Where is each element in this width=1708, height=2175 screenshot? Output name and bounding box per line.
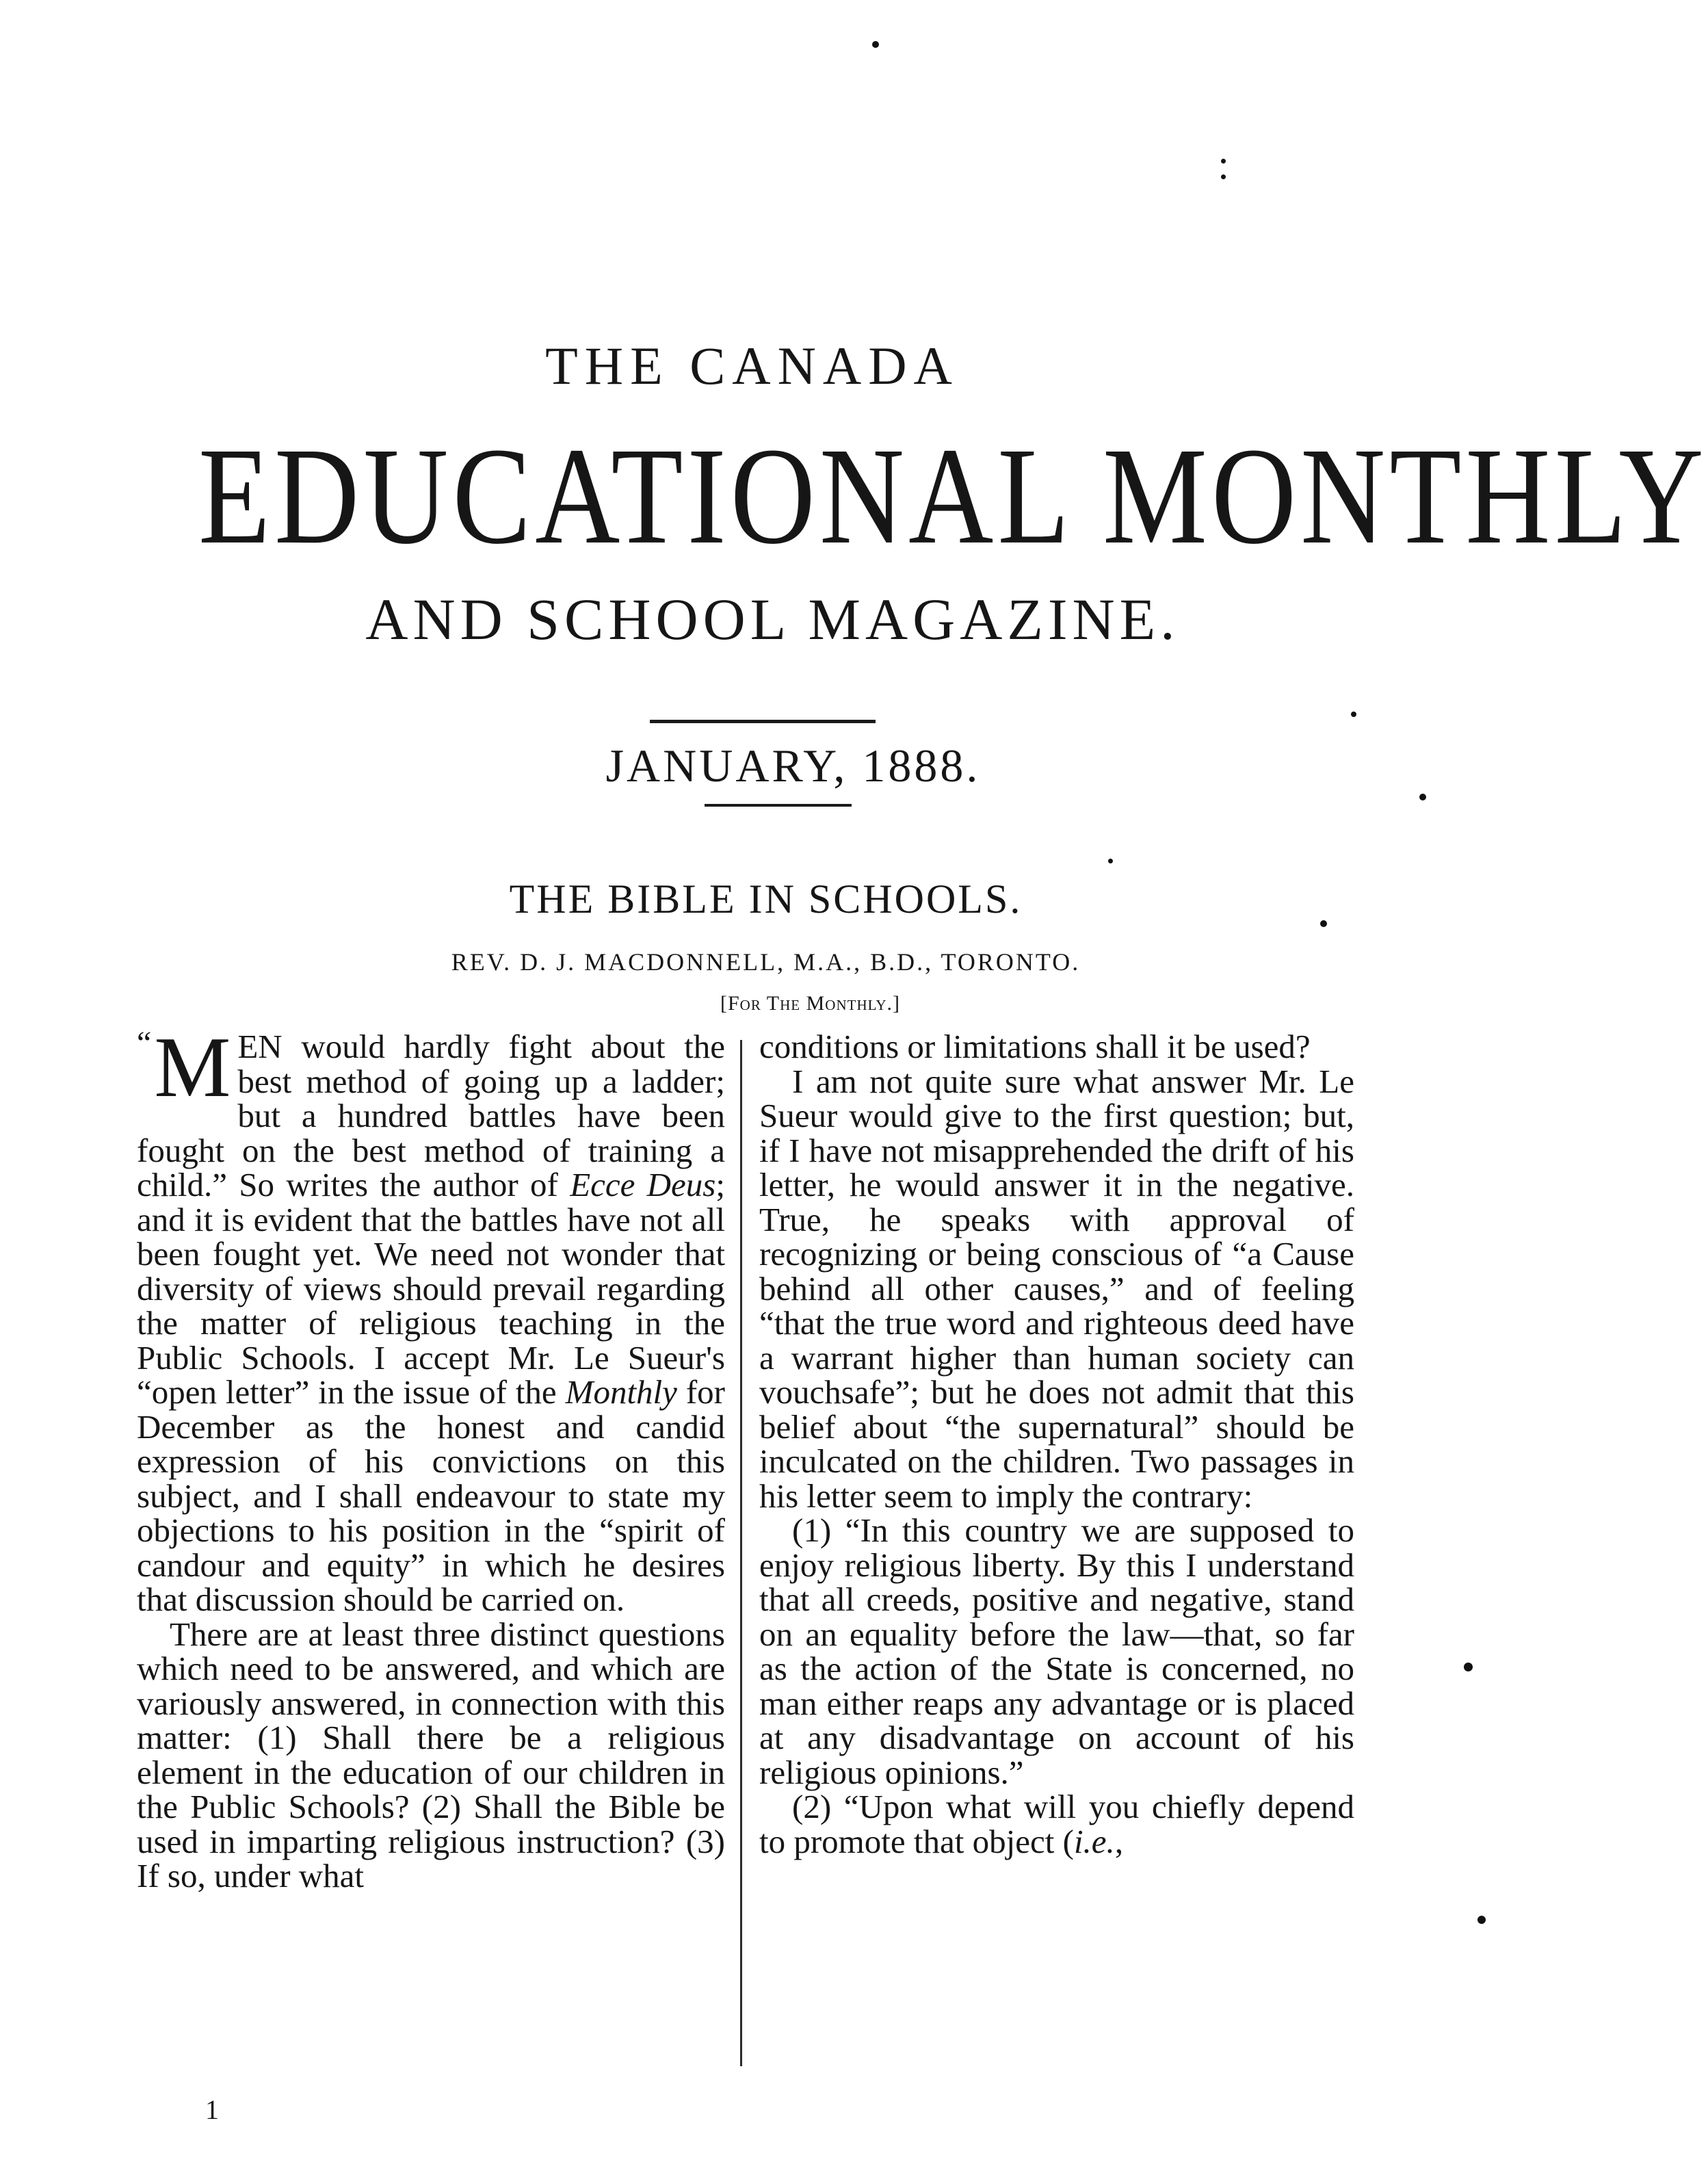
masthead-the-canada: THE CANADA <box>545 336 959 395</box>
opening-quote-mark: “ <box>137 1025 152 1061</box>
masthead-divider <box>650 720 876 723</box>
paragraph-1-text-a: EN would hardly fight about the best method of going up a ladder; but a hundred battles have been fought on the best method of training a child.” So writes the author of <box>137 1028 725 1203</box>
paragraph-3: I am not quite sure what answer Mr. Le Sueur would give to the first question; but, if I have not misapprehended the drift of his letter, he would answer it in the negative. True, he speaks with approval of recognizing or being conscious of “a Cause behind all other causes,” and of feeling “that the true word and righteous deed have a warrant higher than human society can vouchsafe”; but he does not admit that this belief about “the supernatural” should be inculcated on the children. Two passages in his letter seem to imply the contrary: <box>759 1062 1354 1515</box>
column-divider <box>740 1040 742 2066</box>
paragraph-1-text-b: ; and it is evident that the battles have not all been fought yet. We need not wonder that diversity of views should prevail regarding the matter of religious teaching in the Public Schools. I accept Mr. Le Sueur's “open letter” in the issue of the <box>137 1166 725 1411</box>
masthead-title: EDUCATIONAL MONTHLY <box>198 419 1708 573</box>
paragraph-5-text-b: , <box>1114 1822 1124 1860</box>
right-column <box>759 1030 1354 1859</box>
paragraph-2: There are at least three distinct questions which need to be answered, and which are variously answered, in connection with this matter: (1) Shall there be a religious element in the education of our children in the Public Schools? (2) Shall the Bible be used in imparting religious instruction? (3) If so, under what <box>137 1615 725 1894</box>
paragraph-5 <box>759 1790 1354 1859</box>
abbreviation-ie: i.e. <box>1073 1822 1115 1860</box>
scan-speck <box>1320 920 1327 927</box>
drop-cap: M <box>154 1020 231 1115</box>
masthead-subtitle: AND SCHOOL MAGAZINE. <box>365 586 1180 652</box>
scan-speck <box>1221 159 1226 164</box>
scan-speck <box>872 41 879 48</box>
article-title: THE BIBLE IN SCHOOLS. <box>509 876 1023 922</box>
journal-title-monthly: Monthly <box>565 1373 677 1411</box>
paragraph-continued: conditions or limitations shall it be used? <box>759 1028 1311 1065</box>
scan-speck <box>1464 1663 1473 1671</box>
scan-speck <box>1351 712 1356 717</box>
issue-date: JANUARY, 1888. <box>605 740 981 792</box>
paragraph-1-text-c: for December as the honest and candid expression of his convictions on this subject, and I shall endeavour to state my objections to his position in the “spirit of candour and equity” in which he desires that discussion should be carried on. <box>137 1373 725 1618</box>
date-divider <box>705 804 852 807</box>
page-number: 1 <box>205 2094 219 2125</box>
scan-speck <box>1108 859 1113 863</box>
scan-speck <box>1477 1916 1486 1924</box>
scan-speck <box>1221 174 1226 179</box>
paragraph-5-text-a: (2) “Upon what will you chiefly depend to promote that object ( <box>759 1788 1354 1860</box>
article-byline: REV. D. J. MACDONNELL, M.A., B.D., TORONTO. <box>451 948 1081 976</box>
article-note: [For The Monthly.] <box>720 992 900 1015</box>
scan-speck <box>1419 794 1426 800</box>
left-column <box>137 1020 725 1894</box>
book-title-ecce-deus: Ecce Deus <box>570 1166 716 1203</box>
paragraph-4: (1) “In this country we are supposed to enjoy religious liberty. By this I understand that all creeds, positive and negative, stand on an equality before the law—that, so far as the action of the State is concerned, no man either reaps any advantage or is placed at any disadvantage on account of his religious opinions.” <box>759 1511 1354 1791</box>
paragraph-1 <box>137 1020 725 1618</box>
